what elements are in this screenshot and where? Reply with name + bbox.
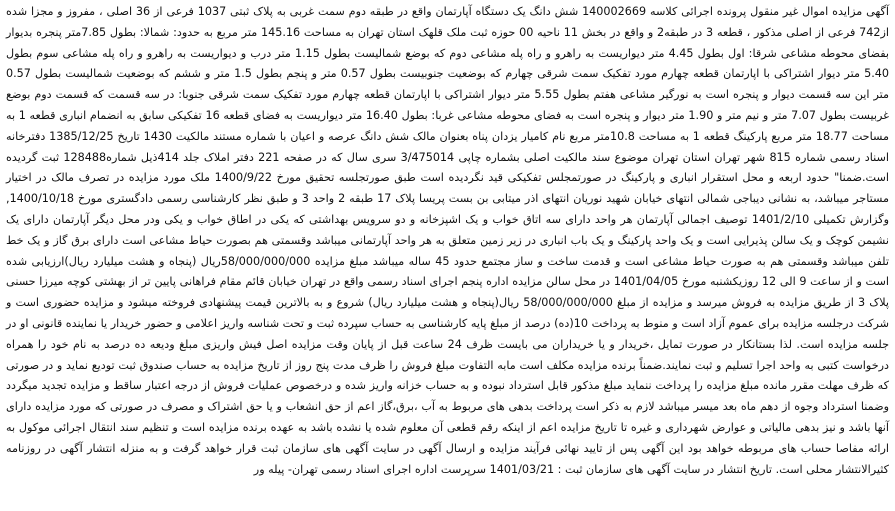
notice-signature: پیله ور [253, 462, 285, 476]
auction-notice-text [6, 2, 889, 480]
notice-body: آگهی مزایده اموال غیر منقول پرونده اجرائی کلاسه 140002669 شش دانگ یک دستگاه آپارتمان واقع در طبقه دوم سمت غربی به پلاک ثبتی 1037 فرعی از 36 اصلی ، مفروز و مجزا شده از742 فرعی از اصلی مذکور ، قطعه 3 در طبقه2 و واقع در بخش 11 ناحیه 00 حوزه ثبت ملک قلهک استان تهران به مساحت 145.16 متر مربع به حدود: شمالا: بطول 7.85متر پنجره بدیوار بفضای محوطه مشاعی شرقا: اول بطول 4.45 متر دیواریست به راهرو و راه پله مشاعی دوم که بوضع شمالیست بطول 1.15 متر درب و دیواریست به راهرو و راه پله مشاعی سوم بطول 5.40 متر دیوار اشتراکی با اپارتمان قطعه چهارم مورد تفکیک سمت شرقی چهارم که بوضعیت جنوبیست بطول 0.57 متر و پنجم بطول 1.5 متر و ششم که بوضعیت شمالیست بطول 0.57 متر این سه قسمت دیوار و پنجره است به نورگیر مشاعی هفتم بطول 5.55 متر دیوار اشتراکی با اپارتمان قطعه چهارم مورد تفکیک سمت شرقی جنوبا: در سه قسمت که قسمت دوم بوضع غربیست بطول 7.07 متر و نیم متر و 1.90 متر دیوار و پنجره است به فضای محوطه مشاعی غربا: بطول 16.40 متر دیواریست به فضای قطعه 16 تفکیکی سابق به انضمام انباری قطعه 1 به مساحت 18.77 متر مربع پارکینگ قطعه 1 به مساحت 10.8متر مربع نام کامیار یزدان پناه بعنوان مالک شش دانگ عرصه و اعیان با شماره مستند مالکیت 1430 تاریخ 1385/12/25 دفترخانه اسناد رسمی شماره 815 شهر تهران استان تهران موضوع سند مالکیت اصلی بشماره چاپی 3/475014 سری سال که در صفحه 221 دفتر املاک جلد 414ذیل شماره128488 ثبت گردیده است.ضمنا" حدود اربعه و محل استقرار انباری و پارکینگ در صورتمجلس تفکیکی قید نگردیده است طبق صورتجلسه تحقیق مورخ 1400/9/22 ملک مورد مزایده در تصرف مالک در اختیار مستاجر میباشد، به نشانی دیباجی شمالی انتهای خیابان شهید نوریان انتهای اذر میتابی بن بست پریسا پلاک 17 طبقه 2 واحد 3 و طبق نظر کارشناسی رسمی دادگستری مورخ 1400/10/18, وگزارش تکمیلی 1401/2/10 توصیف اجمالی آپارتمان هر واحد دارای سه اتاق خواب و یک اشپزخانه و دو سرویس بهداشتی که یکی در اطاق خواب و یکی ودر محل دیگر آپارتمان دارای یک نشیمن کوچک و یک سالن پذیرایی است و یک واحد پارکینگ و یک باب انباری در زیر زمین متعلق به هر واحد آپارتمانی میباشد وقسمتی هم بصورت حیاط مشاعی است دارای برق گاز و یک خط تلفن میباشد وقسمتی هم به صورت حیاط مشاعی است و قدمت ساخت و ساز مجتمع حدود 45 ساله میباشد مبلغ مزایده 58/000/000/000ریال (پنجاه و هشت میلیارد ریال)ارزیابی شده است و از ساعت 9 الی 12 روزیکشنبه مورخ 1401/04/05 در محل سالن مزایده اداره پنجم اجرای اسناد رسمی واقع در تهران خیابان قائم مقام فراهانی پایین تر از بهشتی کوچه میرزا حسنی پلاک 3 از طریق مزایده به فروش میرسد و مزایده از مبلغ 58/000/000/000 ریال(پنجاه و هشت میلیارد ریال) شروع و به بالاترین قیمت پیشنهادی فروخته میشود و مزایده حضوری است و شرکت درجلسه مزایده برای عموم آزاد است و منوط به پرداخت 10(ده) درصد از مبلغ پایه کارشناسی به حساب سپرده ثبت و تحت شناسه واریز اعلامی و حضور خریدار یا نماینده قانونی او در جلسه مزایده است. لذا بستانکار در صورت تمایل ،خریدار و یا خریداران می بایست ظرف 24 ساعت قبل از پایان وقت مزایده اصل فیش واریزی مبلغ ودیعه ده درصد به نام خود را همراه درخواست کتبی به واحد اجرا تسلیم و ثبت نمایند.ضمناً برنده مزایده مکلف است مابه التفاوت مبلغ فروش را ظرف مدت پنج روز از تاریخ مزایده به حساب صندوق ثبت تودیع نماید و در صورتی که ظرف مهلت مقرر مانده مبلغ مزایده را پرداخت ننماید مبلغ مذکور قابل استرداد نبوده و به حساب خزانه واریز شده و درخصوص عملیات فروش از درجه اعتبار ساقط و مزایده تجدید میگردد وضمنا استرداد وجوه از دهم ماه بعد میسر میباشد لازم به ذکر است پرداخت بدهی های مربوط به آب ،برق،گاز اعم از حق انشعاب و یا حق اشتراک و مصرف در صورتی که مورد مزایده دارای آنها باشد و نیز بدهی مالیاتی و عوارض شهرداری و غیره تا تاریخ مزایده اعم از اینکه رقم قطعی آن معلوم شده یا نشده باشد به عهده برنده مزایده است و تنظیم سند انتقال اجرائی موکول به ارائه مفاصا حساب های مربوطه خواهد بود این آگهی پس از تایید نهائی فرآیند مزایده و ارسال آگهی در سایت آگهی های سازمان ثبت قرار خواهد گرفت و به منزله انتشار آگهی در روزنامه کثیرالانتشار محلی است. تاریخ انتشار در سایت آگهی های سازمان ثبت : 1401/03/21 سرپرست اداره اجرای اسناد رسمی تهران- [6, 5, 890, 476]
